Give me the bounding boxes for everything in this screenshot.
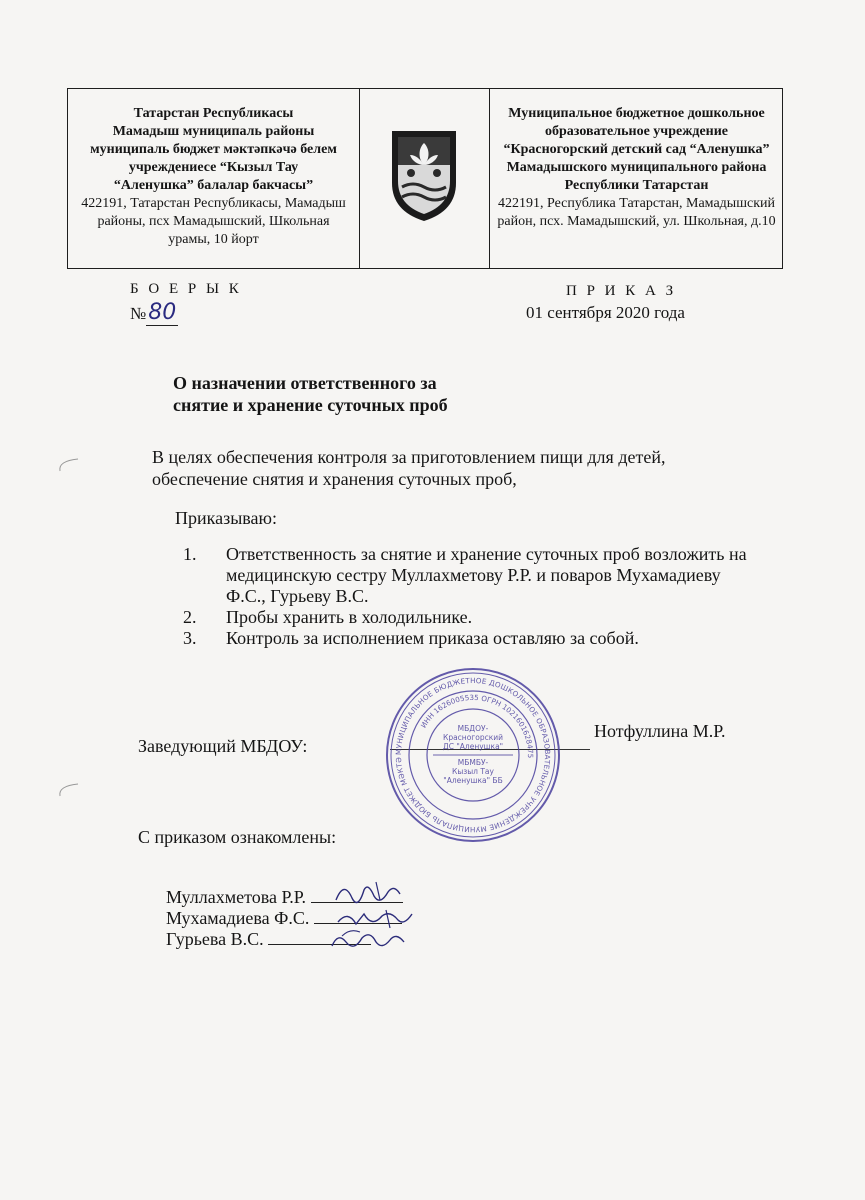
handwritten-signatures <box>330 870 440 960</box>
letterhead-table <box>67 88 783 269</box>
letterhead-line: учреждениесе “Кызыл Тау <box>128 160 299 175</box>
stamp-center-line: Кызыл Тау <box>452 767 494 776</box>
letterhead-address-line: урамы, 10 йорт <box>168 232 259 247</box>
letterhead-address-line: район, псх. Мамадышский, ул. Школьная, д.10 <box>497 214 776 229</box>
letterhead-address-line: районы, псх Мамадышский, Школьная <box>97 214 330 229</box>
stamp-ring-text: МУНИЦИПАЛЬНОЕ БЮДЖЕТНОЕ ДОШКОЛЬНОЕ ОБРАЗОВАТЕЛЬНОЕ УЧРЕЖДЕНИЕ МУНИЦИПАЛЬ БЮДЖЕТ МӘКТӘ <box>393 675 553 835</box>
letterhead-line: образовательное учреждение <box>545 124 728 139</box>
list-item-number: 2. <box>183 607 197 627</box>
letterhead-line: “Красногорский детский сад “Аленушка” <box>503 142 770 157</box>
letterhead-russian-block <box>489 105 784 231</box>
letterhead-line: Мамадыш муниципаль районы <box>112 124 315 139</box>
letterhead-divider-left <box>359 89 360 268</box>
letterhead-line: муниципаль бюджет мәктәпкәчә белем <box>90 142 337 157</box>
list-item <box>183 544 813 607</box>
stamp-center-line: "Аленушка" ББ <box>443 776 503 785</box>
letterhead-line: Республики Татарстан <box>564 178 709 193</box>
document-title-line: О назначении ответственного за <box>173 373 437 393</box>
stamp-inn-text: ИНН 1626005535 ОГРН 1021601628475 <box>418 692 536 759</box>
list-item-line: Пробы хранить в холодильнике. <box>226 607 473 627</box>
command-word: Приказываю: <box>175 508 277 528</box>
official-stamp-graphic <box>383 665 563 845</box>
stamp-center-line: МБДОУ- <box>457 724 489 733</box>
document-title-line: снятие и хранение суточных проб <box>173 395 448 415</box>
intro-paragraph <box>152 446 665 490</box>
order-items-list <box>183 544 813 649</box>
order-number-handwritten: 80 <box>148 300 177 325</box>
official-stamp <box>383 665 563 845</box>
punch-hole-mark <box>52 780 82 800</box>
letterhead-line: Муниципальное бюджетное дошкольное <box>508 106 765 121</box>
stamp-center-line: Красногорский <box>443 733 503 742</box>
stamp-center-line: МБМБУ- <box>457 758 489 767</box>
acquainted-name: Мухамадиева Ф.С. <box>166 908 310 928</box>
letterhead-address-line: 422191, Татарстан Республикасы, Мамадыш <box>81 196 346 211</box>
order-word-russian: П Р И К А З <box>566 283 677 299</box>
punch-hole-mark <box>52 455 82 475</box>
list-item-line: Ф.С., Гурьеву В.С. <box>226 586 369 606</box>
list-item <box>183 628 813 649</box>
order-number-label: № <box>130 304 147 323</box>
acquainted-label: С приказом ознакомлены: <box>138 827 337 847</box>
letterhead-line: “Аленушка” балалар бакчасы” <box>113 178 314 193</box>
intro-line: В целях обеспечения контроля за приготовлением пищи для детей, <box>152 447 666 467</box>
acquainted-name: Муллахметова Р.Р. <box>166 887 307 907</box>
letterhead-line: Мамадышского муниципального района <box>506 160 767 175</box>
stamp-center-line: ДС "Аленушка" <box>442 742 504 751</box>
list-item-line: Контроль за исполнением приказа оставляю за собой. <box>226 628 639 648</box>
list-item <box>183 607 813 628</box>
list-item-line: медицинскую сестру Муллахметову Р.Р. и поваров Мухамадиеву <box>226 565 721 585</box>
signatory-name: Нотфуллина М.Р. <box>594 721 726 741</box>
order-date: 01 сентября 2020 года <box>526 303 685 322</box>
list-item-number: 3. <box>183 628 197 648</box>
letterhead-tatar-block <box>68 105 359 249</box>
list-item-number: 1. <box>183 544 197 564</box>
document-title <box>173 372 448 416</box>
signatory-position: Заведующий МБДОУ: <box>138 736 308 756</box>
order-word-tatar: Б О Е Р Ы К <box>130 281 242 297</box>
acquainted-name: Гурьева В.С. <box>166 929 264 949</box>
coat-of-arms-icon <box>384 125 464 225</box>
order-number <box>130 300 178 325</box>
list-item-line: Ответственность за снятие и хранение суточных проб возложить на <box>226 544 747 564</box>
letterhead-address-line: 422191, Республика Татарстан, Мамадышский <box>498 196 775 211</box>
intro-line: обеспечение снятия и хранения суточных проб, <box>152 469 517 489</box>
letterhead-line: Татарстан Республикасы <box>133 106 294 121</box>
